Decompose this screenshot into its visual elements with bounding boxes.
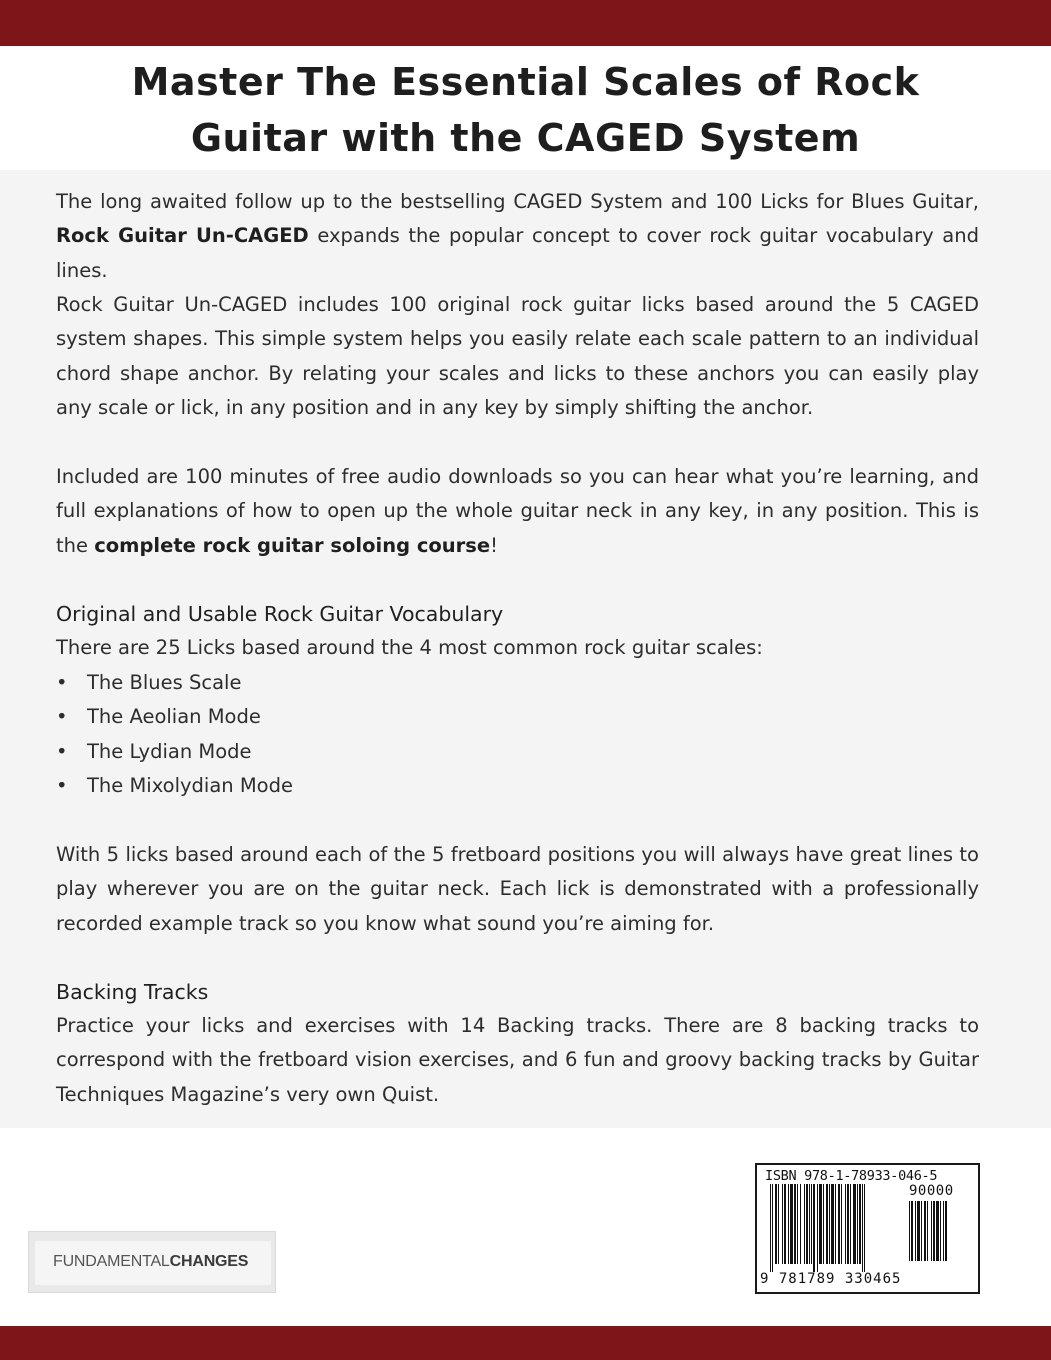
barcode-bar (945, 1201, 947, 1261)
barcode-bar (770, 1184, 771, 1272)
barcode-bar (850, 1184, 851, 1264)
barcode-bar (940, 1201, 941, 1261)
barcode-bar (917, 1201, 920, 1261)
audio-paragraph (56, 460, 979, 563)
barcode-bar (775, 1184, 777, 1264)
bullet-icon: • (56, 671, 68, 694)
barcode-bar (859, 1184, 861, 1264)
barcode-bar (782, 1184, 783, 1264)
barcode-bar (784, 1184, 786, 1264)
barcode-bar (835, 1184, 836, 1264)
backing-paragraph: Practice your licks and exercises with 14 Backing tracks. There are 8 backing tracks to correspond with the fretboard vision exercises, and 6 fun and groovy backing tracks by Guitar Techniques Magazine’s very own Quist. (56, 1014, 979, 1106)
barcode-bar (845, 1184, 846, 1264)
barcode-bar (806, 1184, 808, 1264)
list-item-label: The Blues Scale (87, 671, 242, 694)
list-item (56, 666, 293, 700)
intro-text-before: The long awaited follow up to the bestselling CAGED System and 100 Licks for Blues Guitar, (56, 190, 979, 213)
vocab-heading: Original and Usable Rock Guitar Vocabulary (56, 602, 504, 626)
barcode-bar (800, 1184, 801, 1264)
page-title (0, 54, 1051, 166)
barcode-bar (778, 1184, 779, 1264)
barcode-bar (911, 1201, 913, 1261)
intro-paragraph (56, 185, 979, 288)
barcode-bar (927, 1201, 928, 1261)
barcode-bar (829, 1184, 830, 1264)
isbn-barcode (755, 1163, 980, 1294)
bullet-icon: • (56, 739, 68, 763)
barcode-bar (790, 1184, 793, 1264)
barcode-bar (797, 1184, 798, 1264)
list-item-label: The Mixolydian Mode (87, 774, 293, 798)
title-line-1: Master The Essential Scales of Rock (131, 60, 920, 104)
bullet-icon: • (56, 705, 68, 729)
barcode-bar (841, 1184, 842, 1264)
barcode-bar (819, 1184, 822, 1264)
isbn-label: ISBN 978-1-78933-046-5 (765, 1168, 938, 1184)
licks-paragraph: With 5 licks based around each of the 5 fretboard positions you will always have great lines to play wherever you are on the guitar neck. Each lick is demonstrated with a professionally recorded example track so you know what sound you’re aiming for. (56, 843, 979, 935)
barcode-bar (794, 1184, 796, 1264)
barcode-bars-addon (909, 1201, 967, 1269)
list-item (56, 735, 293, 769)
list-item (56, 700, 293, 734)
backing-heading: Backing Tracks (56, 980, 209, 1004)
caged-paragraph: Rock Guitar Un-CAGED includes 100 original rock guitar licks based around the 5 CAGED system shapes. This simple system helps you easily relate each scale pattern to an individual chord shape anchor. By relating your scales and licks to these anchors you can easily play any scale or lick, in any position and in any key by simply shifting the anchor. (56, 293, 979, 420)
audio-text-before: Included are 100 minutes of free audio downloads so you can hear what you’re learning, and full explanations of how to open up the whole guitar neck in any key, in any position. This is the (56, 465, 979, 557)
audio-highlight: complete rock guitar soloing course (94, 533, 491, 557)
barcode-bar (826, 1184, 828, 1264)
barcode-bar (909, 1201, 910, 1261)
barcode-bar (862, 1184, 863, 1272)
barcode-bar (809, 1184, 810, 1264)
barcode-bar (831, 1184, 834, 1264)
intro-book-title: Rock Guitar Un-CAGED (56, 224, 309, 248)
barcode-bar (924, 1201, 926, 1261)
top-color-bar (0, 0, 1051, 46)
barcode-bar (823, 1184, 824, 1264)
barcode-bar (817, 1184, 818, 1272)
list-item-label: The Lydian Mode (87, 739, 252, 763)
vocab-intro: There are 25 Licks based around the 4 most common rock guitar scales: (56, 636, 763, 659)
barcode-bar (847, 1184, 849, 1264)
barcode-bar (772, 1184, 773, 1272)
price-code: 90000 (909, 1183, 954, 1199)
barcode-bar (811, 1184, 812, 1264)
barcode-bar (933, 1201, 935, 1261)
list-item-label: The Aeolian Mode (87, 705, 261, 729)
bullet-icon: • (56, 774, 68, 798)
barcode-bar (915, 1201, 916, 1261)
publisher-name (53, 1253, 248, 1271)
barcode-bar (838, 1184, 840, 1264)
publisher-name-bold: CHANGES (169, 1253, 249, 1270)
ean-digits: 9 781789 330465 (760, 1271, 902, 1287)
barcode-bar (857, 1184, 858, 1264)
barcode-bar (788, 1184, 789, 1264)
scale-list (56, 666, 293, 804)
publisher-logo (28, 1231, 276, 1293)
barcode-bar (943, 1201, 944, 1261)
intro-text-after: expands the popular concept to cover rock guitar vocabulary and lines. (56, 224, 979, 282)
barcode-bar (931, 1201, 932, 1261)
audio-text-after: ! (490, 533, 498, 557)
barcode-bar (864, 1184, 865, 1272)
barcode-bar (936, 1201, 939, 1261)
barcode-bar (921, 1201, 922, 1261)
barcode-bars-main (770, 1184, 903, 1272)
publisher-name-light: FUNDAMENTAL (53, 1253, 170, 1270)
title-line-2: Guitar with the CAGED System (190, 116, 861, 160)
list-item (56, 769, 293, 803)
barcode-bar (813, 1184, 815, 1272)
barcode-bar (853, 1184, 856, 1264)
barcode-bar (804, 1184, 805, 1264)
bottom-color-bar (0, 1326, 1051, 1360)
